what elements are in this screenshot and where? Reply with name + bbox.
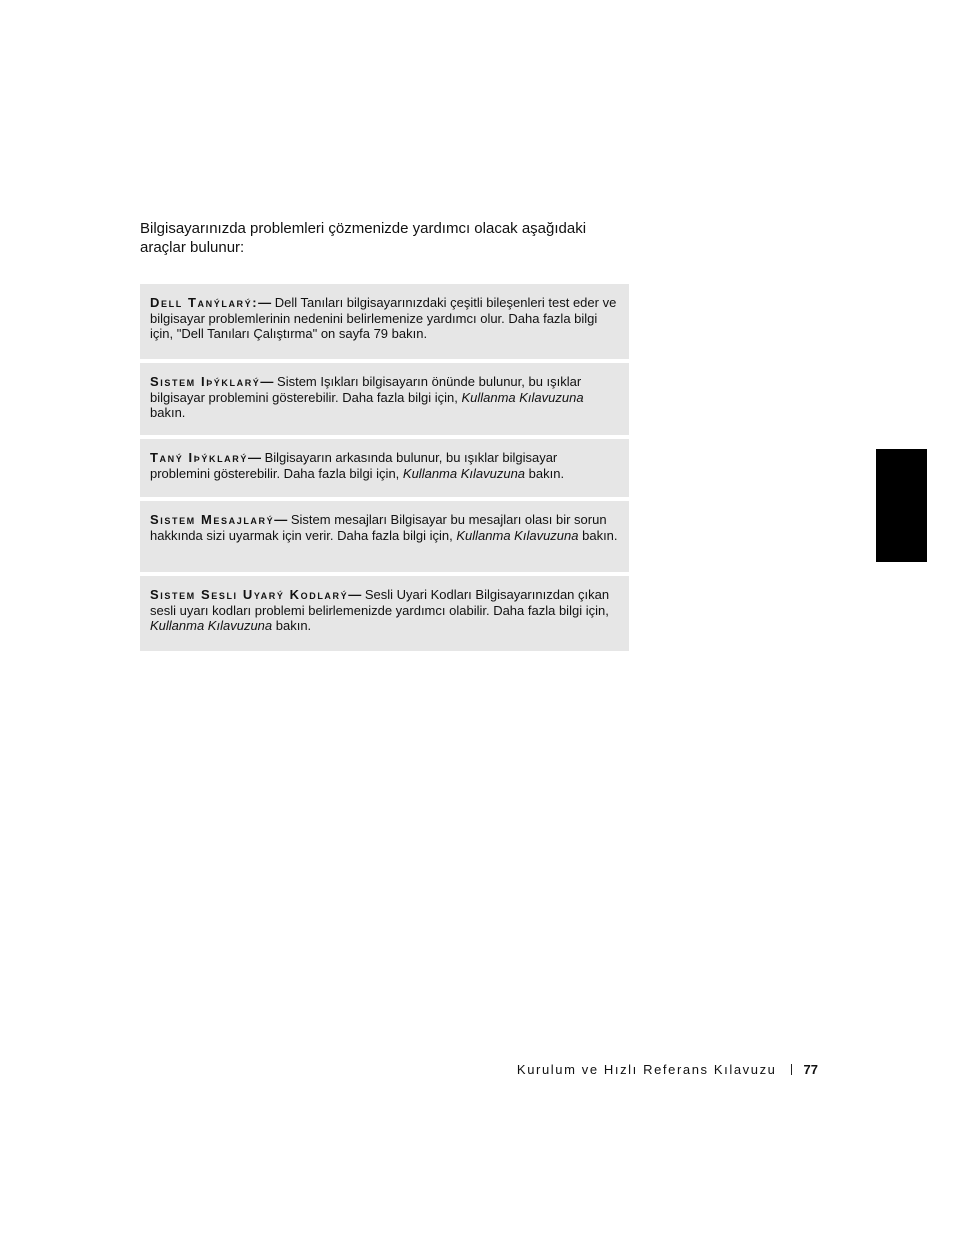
tool-reference: Kullanma Kılavuzuna: [402, 465, 526, 481]
page-footer: [517, 1062, 818, 1078]
page-number: 77: [803, 1062, 818, 1077]
tool-beep-codes: [140, 576, 629, 651]
tool-description: Bilgisayarın arkasında bulunur, bu ışıklar bilgisayar problemini gösterebilir. Daha fazla bilgi için,: [150, 450, 558, 481]
chapter-thumb-tab: [876, 449, 927, 562]
tool-title: Sistem Mesajlarý: [150, 512, 275, 527]
tool-reference: Kullanma Kılavuzuna: [456, 527, 579, 543]
tool-description-end: bakın.: [578, 527, 618, 543]
tool-system-lights: [140, 363, 629, 435]
tool-title: Dell Tanýlarý:: [150, 295, 259, 310]
tool-separator: —: [260, 374, 274, 389]
tool-title: Taný Iþýklarý: [150, 450, 248, 465]
tool-separator: —: [348, 587, 362, 602]
footer-divider: [791, 1064, 792, 1075]
tool-description: Sistem mesajları Bilgisayar bu mesajları olası bir sorun hakkında sizi uyarmak için verir. Daha fazla bilgi için,: [150, 512, 607, 543]
tool-description: Sistem Işıkları bilgisayarın önünde bulunur, bu ışıklar bilgisayar problemini gösterebilir. Daha fazla bilgi için,: [150, 374, 582, 405]
tool-title: Sistem Iþýklarý: [150, 374, 261, 389]
tool-separator: —: [258, 295, 272, 310]
tool-diagnostic-lights: [140, 439, 629, 497]
tool-description: Sesli Uyari Kodları Bilgisayarınızdan çıkan sesli uyarı kodları problemi belirlemenizde yardımcı olabilir. Daha fazla bilgi için,: [150, 587, 610, 618]
tool-description: Dell Tanıları bilgisayarınızdaki çeşitli bileşenleri test eder ve bilgisayar problemlerinin nedenini belirlemenize yardımcı olur. Daha fazla bilgi için, "Dell Tanıları Çalıştırma" on sayfa 79 bakın.: [150, 295, 617, 342]
tool-separator: —: [247, 450, 261, 465]
tool-dell-diagnostics: [140, 284, 629, 359]
tool-description-end: bakın.: [525, 465, 565, 481]
diagnostic-tools-list: [140, 284, 629, 655]
tool-system-messages: [140, 501, 629, 572]
intro-paragraph: Bilgisayarınızda problemleri çözmenizde yardımcı olacak aşağıdaki araçlar bulunur:: [140, 220, 587, 256]
footer-title: Kurulum ve Hızlı Referans Kılavuzu: [516, 1062, 777, 1077]
tool-description-end: bakın.: [150, 405, 186, 421]
tool-reference: Kullanma Kılavuzuna: [150, 618, 273, 634]
tool-separator: —: [274, 512, 288, 527]
tool-reference: Kullanma Kılavuzuna: [461, 389, 584, 405]
tool-title: Sistem Sesli Uyarý Kodlarý: [150, 587, 349, 602]
tool-description-end: bakın.: [272, 618, 312, 634]
